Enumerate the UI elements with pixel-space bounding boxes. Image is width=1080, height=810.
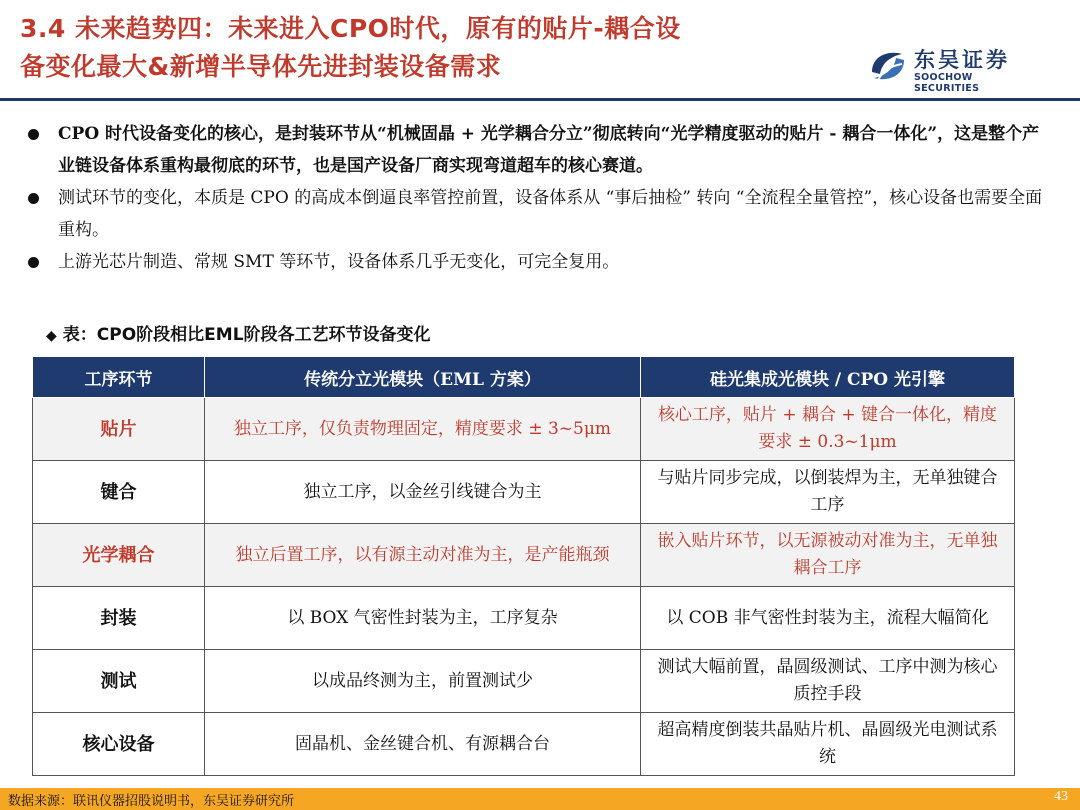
cell-stage: 封装 [33,587,205,650]
cell-traditional: 固晶机、金丝键合机、有源耦合台 [205,713,641,776]
cell-cpo: 超高精度倒装共晶贴片机、晶圆级光电测试系统 [641,713,1015,776]
table-header-row [33,357,1015,398]
bullet-text: 上游光芯片制造、常规 SMT 等环节，设备体系几乎无变化，可完全复用。 [58,252,620,272]
bullet-text: 测试环节的变化，本质是 CPO 的高成本倒逼良率管控前置，设备体系从 “事后抽检” 转向 “全流程全量管控”，核心设备也需要全面重构。 [58,188,1043,240]
bullet-item [22,118,1052,182]
cell-cpo: 测试大幅前置，晶圆级测试、工序中测为核心质控手段 [641,650,1015,713]
logo-chinese-text: 东吴证券 [914,48,1010,72]
header-divider [0,98,1080,101]
cell-traditional: 以 BOX 气密性封装为主，工序复杂 [205,587,641,650]
cell-stage: 键合 [33,461,205,524]
logo-english-text: SOOCHOW SECURITIES [914,72,980,94]
bullet-text: CPO 时代设备变化的核心，是封装环节从“机械固晶 + 光学耦合分立”彻底转向“光学精度驱动的贴片 - 耦合一体化”，这是整个产业链设备体系重构最彻底的环节，也是国产设备厂商实现弯道超车的核心赛道。 [58,124,1040,176]
soochow-logo-icon [868,46,908,86]
bullet-item [22,246,1052,278]
table-row [33,524,1015,587]
cell-stage: 光学耦合 [33,524,205,587]
cell-stage: 核心设备 [33,713,205,776]
cell-stage: 测试 [33,650,205,713]
table-caption [46,320,431,345]
table-row [33,398,1015,461]
table-row [33,461,1015,524]
page-title-line-1: 3.4 未来趋势四：未来进入CPO时代，原有的贴片-耦合设 [20,14,681,43]
cell-cpo: 与贴片同步完成，以倒装焊为主，无单独键合工序 [641,461,1015,524]
comparison-table [32,356,1015,776]
diamond-bullet-icon: ◆ [46,328,57,344]
cell-traditional: 独立工序，仅负责物理固定，精度要求 ± 3~5μm [205,398,641,461]
bullet-dot-icon [28,257,39,268]
table-row [33,650,1015,713]
column-header-stage: 工序环节 [33,357,205,398]
bullet-list [22,118,1052,278]
bullet-dot-icon [28,193,39,204]
cell-traditional: 独立后置工序，以有源主动对准为主，是产能瓶颈 [205,524,641,587]
bullet-dot-icon [28,129,39,140]
cell-cpo: 核心工序，贴片 + 耦合 + 键合一体化，精度要求 ± 0.3~1μm [641,398,1015,461]
page-title-line-2: 备变化最大&新增半导体先进封装设备需求 [20,52,502,81]
table-caption-text: 表：CPO阶段相比EML阶段各工艺环节设备变化 [62,325,431,345]
column-header-traditional: 传统分立光模块（EML 方案） [205,357,641,398]
cell-stage: 贴片 [33,398,205,461]
table-row [33,713,1015,776]
table-row [33,587,1015,650]
page-number: 43 [1054,789,1068,804]
company-logo [868,44,1038,94]
cell-traditional: 独立工序，以金丝引线键合为主 [205,461,641,524]
page-title [20,10,820,86]
cell-traditional: 以成品终测为主，前置测试少 [205,650,641,713]
cell-cpo: 以 COB 非气密性封装为主，流程大幅简化 [641,587,1015,650]
cell-cpo: 嵌入贴片环节，以无源被动对准为主，无单独耦合工序 [641,524,1015,587]
data-source: 数据来源：联讯仪器招股说明书，东吴证券研究所 [8,794,295,809]
column-header-cpo: 硅光集成光模块 / CPO 光引擎 [641,357,1015,398]
bullet-item [22,182,1052,246]
